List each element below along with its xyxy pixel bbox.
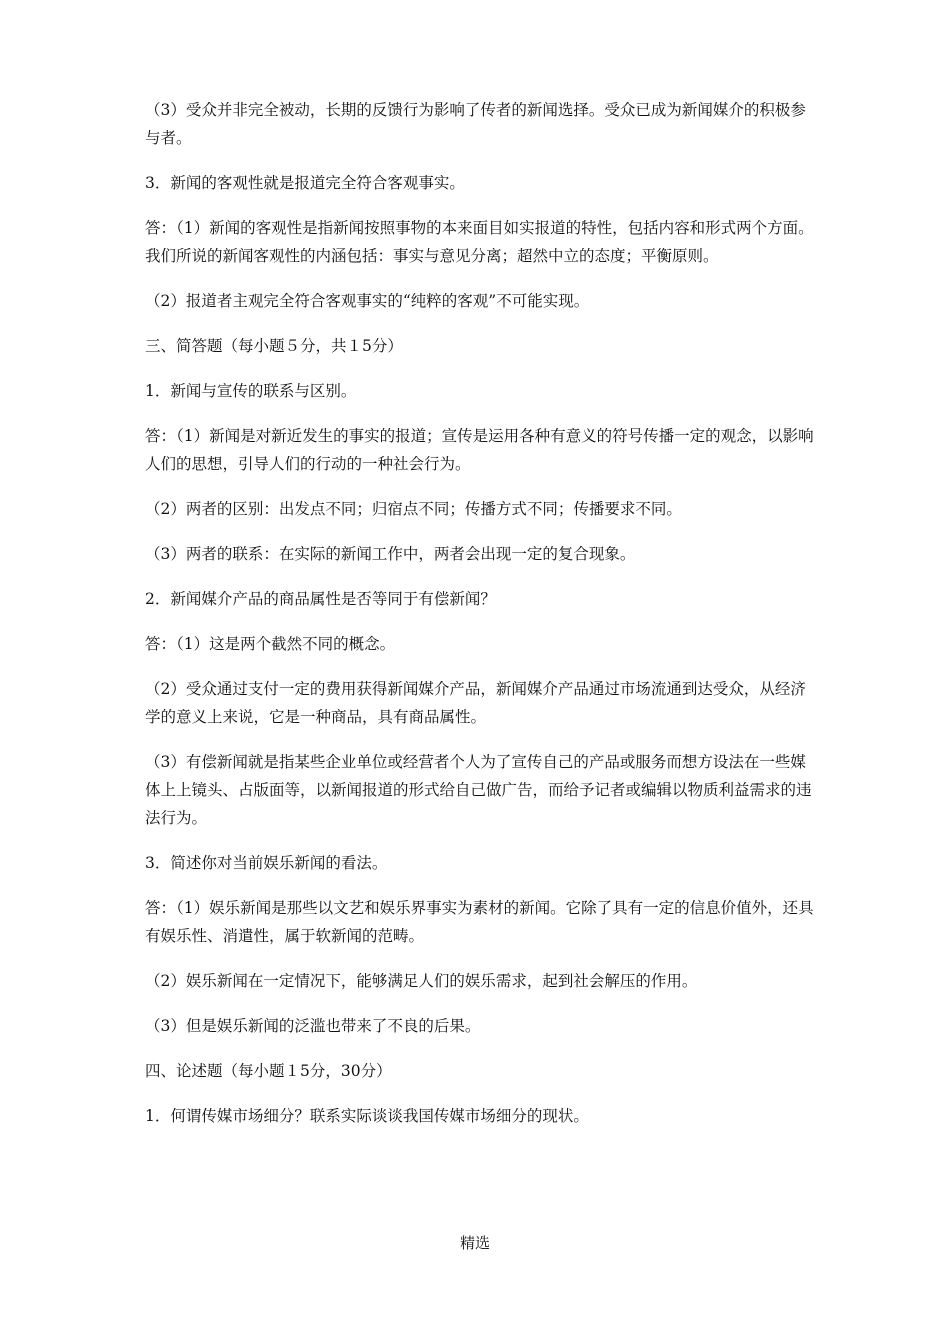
paragraph-answer-entertainment-1: 答：（1）娱乐新闻是那些以文艺和娱乐界事实为素材的新闻。它除了具有一定的信息价值外，还具有娱乐性、消遣性，属于软新闻的范畴。: [145, 899, 814, 945]
paragraph-answer-entertainment-3: （3）但是娱乐新闻的泛滥也带来了不良的后果。: [145, 1017, 481, 1035]
paragraph-answer-3-part-3: （3）受众并非完全被动，长期的反馈行为影响了传者的新闻选择。受众已成为新闻媒介的积极参与者。: [145, 101, 806, 147]
document-body: [145, 96, 817, 1147]
page-footer: 精选: [459, 1234, 490, 1252]
paragraph-answer-paid-news-3: （3）有偿新闻就是指某些企业单位或经营者个人为了宣传自己的产品或服务而想方设法在一些媒体上上镜头、占版面等，以新闻报道的形式给自己做广告，而给予记者或编辑以物质利益需求的违法行为。: [145, 753, 812, 827]
paragraph-answer-entertainment-2: （2）娱乐新闻在一定情况下，能够满足人们的娱乐需求，起到社会解压的作用。: [145, 972, 698, 990]
paragraph-answer-paid-news-1: 答：（1）这是两个截然不同的概念。: [145, 635, 396, 653]
section-heading-short-answer: 三、简答题（每小题５分，共１5分）: [145, 337, 403, 355]
paragraph-answer-paid-news-2: （2）受众通过支付一定的费用获得新闻媒介产品，新闻媒介产品通过市场流通到达受众，从经济学的意义上来说，它是一种商品，具有商品属性。: [145, 680, 806, 726]
paragraph-answer-news-propaganda-3: （3）两者的联系：在实际的新闻工作中，两者会出现一定的复合现象。: [145, 545, 636, 563]
paragraph-question-3-entertainment: 3．简述你对当前娱乐新闻的看法。: [145, 854, 388, 872]
section-heading-essay: 四、论述题（每小题１5分，30分）: [145, 1062, 392, 1080]
paragraph-question-2-paid-news: 2．新闻媒介产品的商品属性是否等同于有偿新闻？: [145, 590, 496, 608]
paragraph-question-1-media-segmentation: 1．何谓传媒市场细分？联系实际谈谈我国传媒市场细分的现状。: [145, 1107, 589, 1125]
paragraph-question-3-objectivity: 3．新闻的客观性就是报道完全符合客观事实。: [145, 174, 465, 192]
paragraph-answer-objectivity-1: 答：（1）新闻的客观性是指新闻按照事物的本来面目如实报道的特性，包括内容和形式两个方面。我们所说的新闻客观性的内涵包括：事实与意见分离；超然中立的态度；平衡原则。: [145, 219, 814, 265]
paragraph-answer-objectivity-2: （2）报道者主观完全符合客观事实的“纯粹的客观”不可能实现。: [145, 292, 590, 310]
paragraph-answer-news-propaganda-1: 答：（1）新闻是对新近发生的事实的报道；宣传是运用各种有意义的符号传播一定的观念，以影响人们的思想，引导人们的行动的一种社会行为。: [145, 427, 814, 473]
paragraph-answer-news-propaganda-2: （2）两者的区别：出发点不同；归宿点不同；传播方式不同；传播要求不同。: [145, 500, 682, 518]
paragraph-question-1-news-propaganda: 1．新闻与宣传的联系与区别。: [145, 382, 357, 400]
